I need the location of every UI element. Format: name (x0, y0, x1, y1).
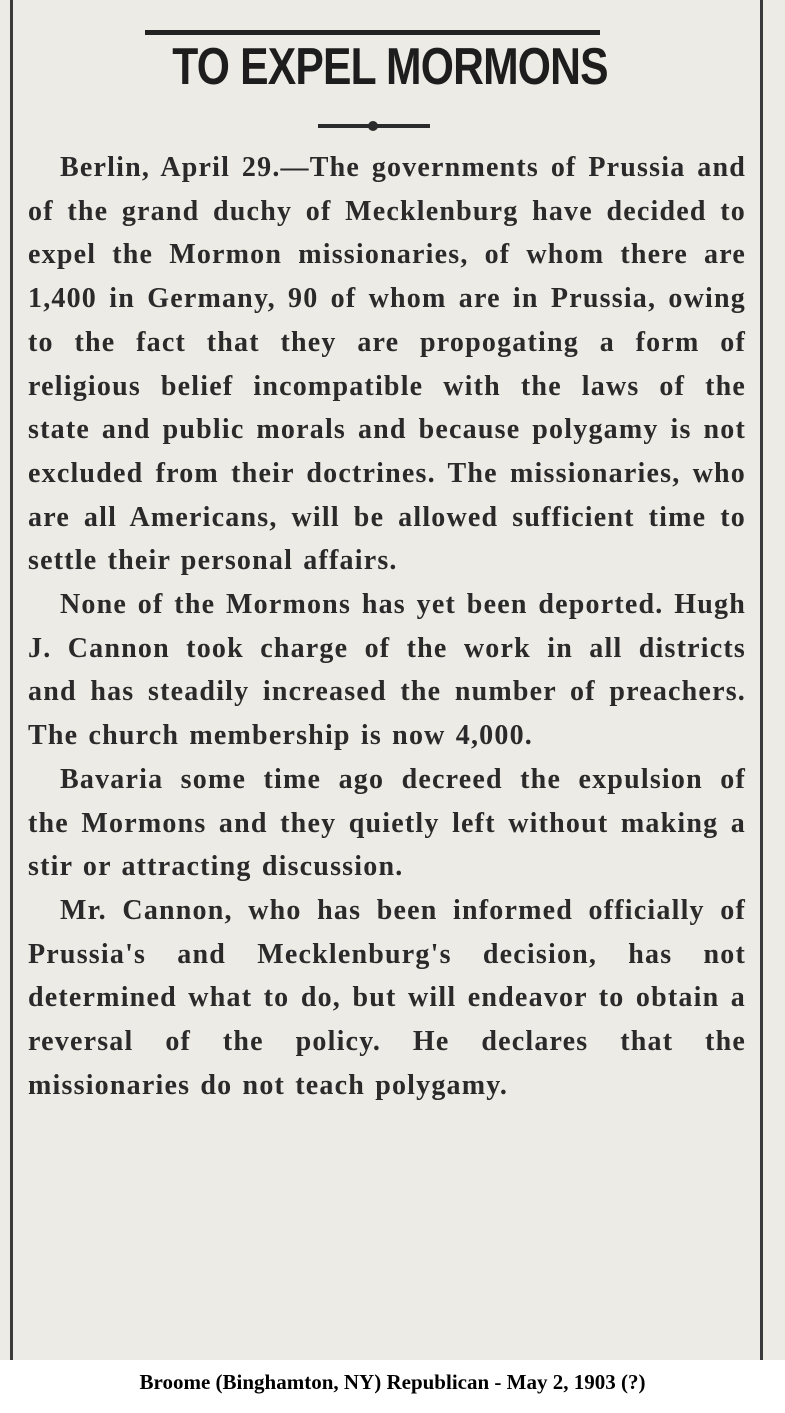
divider-ornament (368, 121, 378, 131)
article-paragraph: None of the Mormons has yet been deported. Hugh J. Cannon took charge of the work in all districts and has steadily increased the number of preachers. The church membership is now 4,000. (28, 589, 746, 752)
article-paragraph: Berlin, April 29.—The governments of Prussia and of the grand duchy of Mecklenburg have decided to expel the Mormon missionaries, of whom there are 1,400 in Germany, 90 of whom are in Prussia, owing to the fact that they are propogating a form of religious belief incompatible with the laws of the state and public morals and because polygamy is not excluded from their doctrines. The missionaries, who are all Americans, will be allowed sufficient time to settle their personal affairs. (28, 152, 746, 577)
article-body (28, 146, 746, 1107)
article-paragraph: Bavaria some time ago decreed the expulsion of the Mormons and they quietly left without making a stir or attracting discussion. (28, 763, 746, 883)
headline: TO EXPEL MORMONS (172, 38, 608, 96)
source-caption: Broome (Binghamton, NY) Republican - May 2, 1903 (?) (139, 1370, 646, 1394)
right-column-rule (760, 0, 763, 1360)
left-column-rule (10, 0, 13, 1360)
article-paragraph: Mr. Cannon, who has been informed officially of Prussia's and Mecklenburg's decision, has not determined what to do, but will endeavor to obtain a reversal of the policy. He declares that the missionaries do not teach polygamy. (28, 894, 746, 1101)
